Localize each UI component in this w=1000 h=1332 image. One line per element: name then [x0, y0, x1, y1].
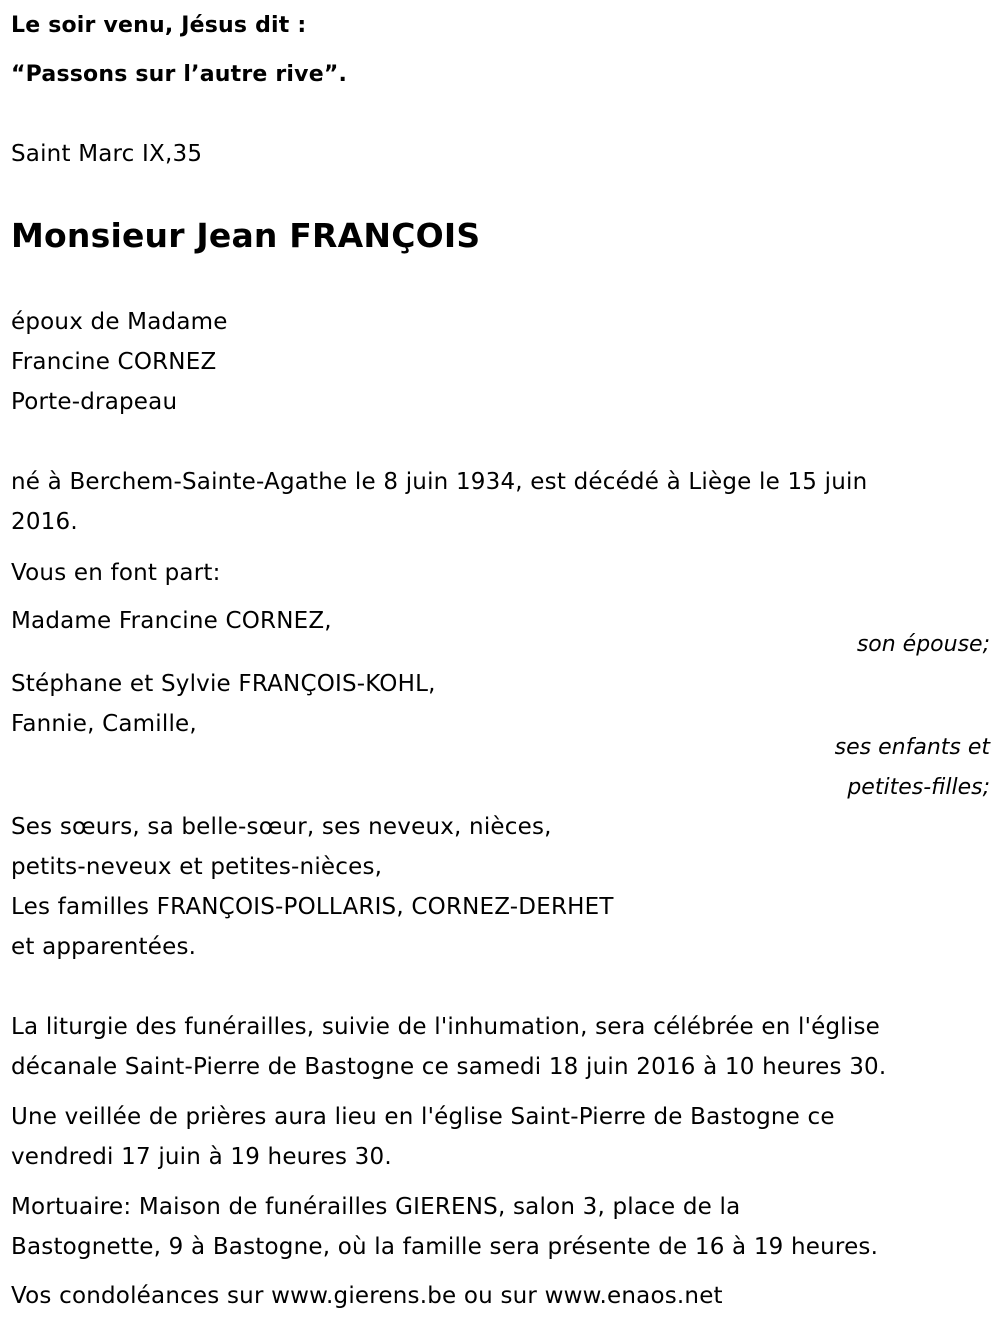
relatives-line: Les familles FRANÇOIS-POLLARIS, CORNEZ-DERHET	[11, 894, 614, 920]
family-role: ses enfants et	[834, 735, 990, 760]
mortuary-text: Bastognette, 9 à Bastogne, où la famille sera présente de 16 à 19 heures.	[11, 1234, 879, 1260]
deceased-name: Monsieur Jean FRANÇOIS	[11, 216, 481, 255]
deceased-detail: époux de Madame	[11, 309, 228, 335]
quote-line-1: Le soir venu, Jésus dit :	[11, 13, 307, 38]
family-member: Fannie, Camille,	[11, 711, 197, 737]
birth-death-text: 2016.	[11, 509, 78, 535]
family-member: Madame Francine CORNEZ,	[11, 608, 332, 634]
relatives-line: petits-neveux et petites-nièces,	[11, 854, 383, 880]
vigil-text: Une veillée de prières aura lieu en l'église Saint-Pierre de Bastogne ce	[11, 1104, 835, 1130]
family-member: Stéphane et Sylvie FRANÇOIS-KOHL,	[11, 671, 436, 697]
birth-death-text: né à Berchem-Sainte-Agathe le 8 juin 1934, est décédé à Liège le 15 juin	[11, 469, 868, 495]
relatives-line: et apparentées.	[11, 934, 197, 960]
liturgy-text: La liturgie des funérailles, suivie de l'inhumation, sera célébrée en l'église	[11, 1014, 881, 1040]
quote-reference: Saint Marc IX,35	[11, 141, 203, 167]
relatives-line: Ses sœurs, sa belle-sœur, ses neveux, nièces,	[11, 814, 552, 840]
deceased-detail: Porte-drapeau	[11, 389, 178, 415]
announcement-intro: Vous en font part:	[11, 560, 221, 586]
family-role: son épouse;	[856, 632, 990, 657]
liturgy-text: décanale Saint-Pierre de Bastogne ce samedi 18 juin 2016 à 10 heures 30.	[11, 1054, 887, 1080]
deceased-detail: Francine CORNEZ	[11, 349, 217, 375]
vigil-text: vendredi 17 juin à 19 heures 30.	[11, 1144, 392, 1170]
quote-line-2: “Passons sur l’autre rive”.	[11, 62, 348, 87]
family-role: petites-filles;	[847, 775, 990, 800]
mortuary-text: Mortuaire: Maison de funérailles GIERENS, salon 3, place de la	[11, 1194, 741, 1220]
condolences-text: Vos condoléances sur www.gierens.be ou sur www.enaos.net	[11, 1283, 723, 1309]
